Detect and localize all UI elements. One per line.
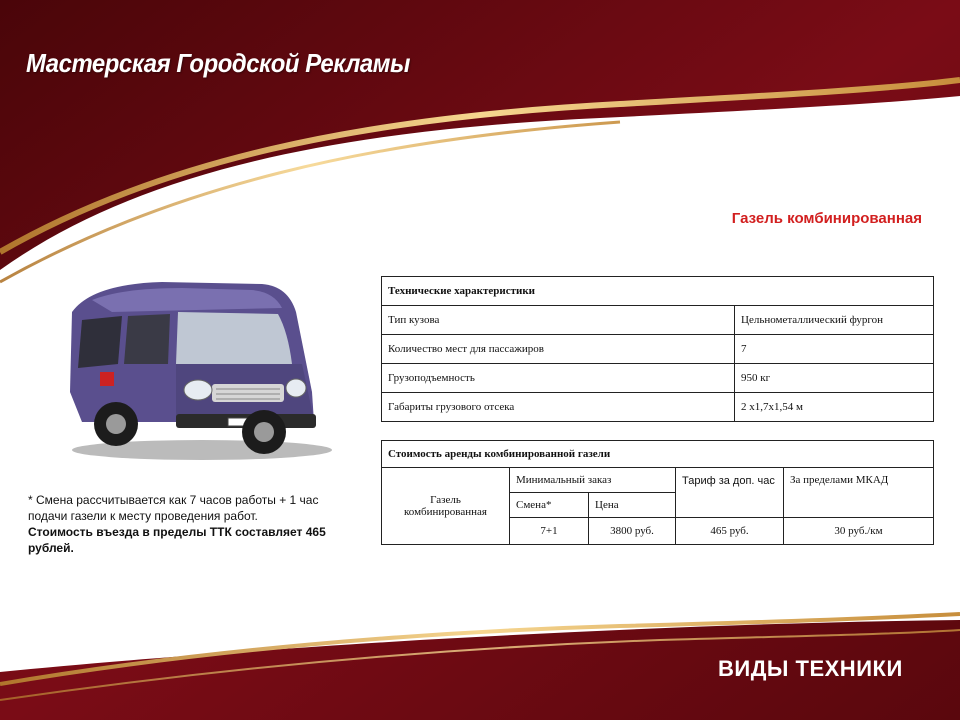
table-row (382, 393, 934, 422)
table-cell: 7+1 (510, 518, 589, 545)
footnote-shift: * Смена рассчитывается как 7 часов работы + 1 час подачи газели к месту проведения работ. (28, 493, 319, 523)
price-row-label: Газель комбинированная (382, 468, 510, 545)
table-cell: Грузоподъемность (382, 364, 735, 393)
shift-header: Смена* (510, 493, 589, 518)
outside-mkad-header: За пределами МКАД (784, 468, 934, 518)
page-title: Газель комбинированная (731, 210, 922, 227)
table-row (382, 306, 934, 335)
table-cell: Габариты грузового отсека (382, 393, 735, 422)
extra-hour-header: Тариф за доп. час (676, 468, 784, 518)
spec-table-header: Технические характеристики (382, 277, 934, 306)
price-header: Цена (589, 493, 676, 518)
footnote (28, 492, 340, 556)
table-cell: 950 кг (735, 364, 934, 393)
table-row (382, 364, 934, 393)
footer-label: ВИДЫ ТЕХНИКИ (718, 656, 903, 681)
table-cell: Количество мест для пассажиров (382, 335, 735, 364)
price-table-header: Стоимость аренды комбинированной газели (382, 441, 934, 468)
spec-table (381, 276, 934, 422)
table-cell: Тип кузова (382, 306, 735, 335)
table-cell: 2 х1,7х1,54 м (735, 393, 934, 422)
footnote-ttk: Стоимость въезда в пределы ТТК составляет 465 рублей. (28, 525, 326, 555)
table-cell: 30 руб./км (784, 518, 934, 545)
min-order-header: Минимальный заказ (510, 468, 676, 493)
table-cell: Цельнометаллический фургон (735, 306, 934, 335)
van-image (52, 272, 332, 462)
table-cell: 7 (735, 335, 934, 364)
table-cell: 465 руб. (676, 518, 784, 545)
table-cell: 3800 руб. (589, 518, 676, 545)
table-row (382, 335, 934, 364)
price-table (381, 440, 934, 545)
brand-title: Мастерская Городской Рекламы (26, 48, 410, 78)
